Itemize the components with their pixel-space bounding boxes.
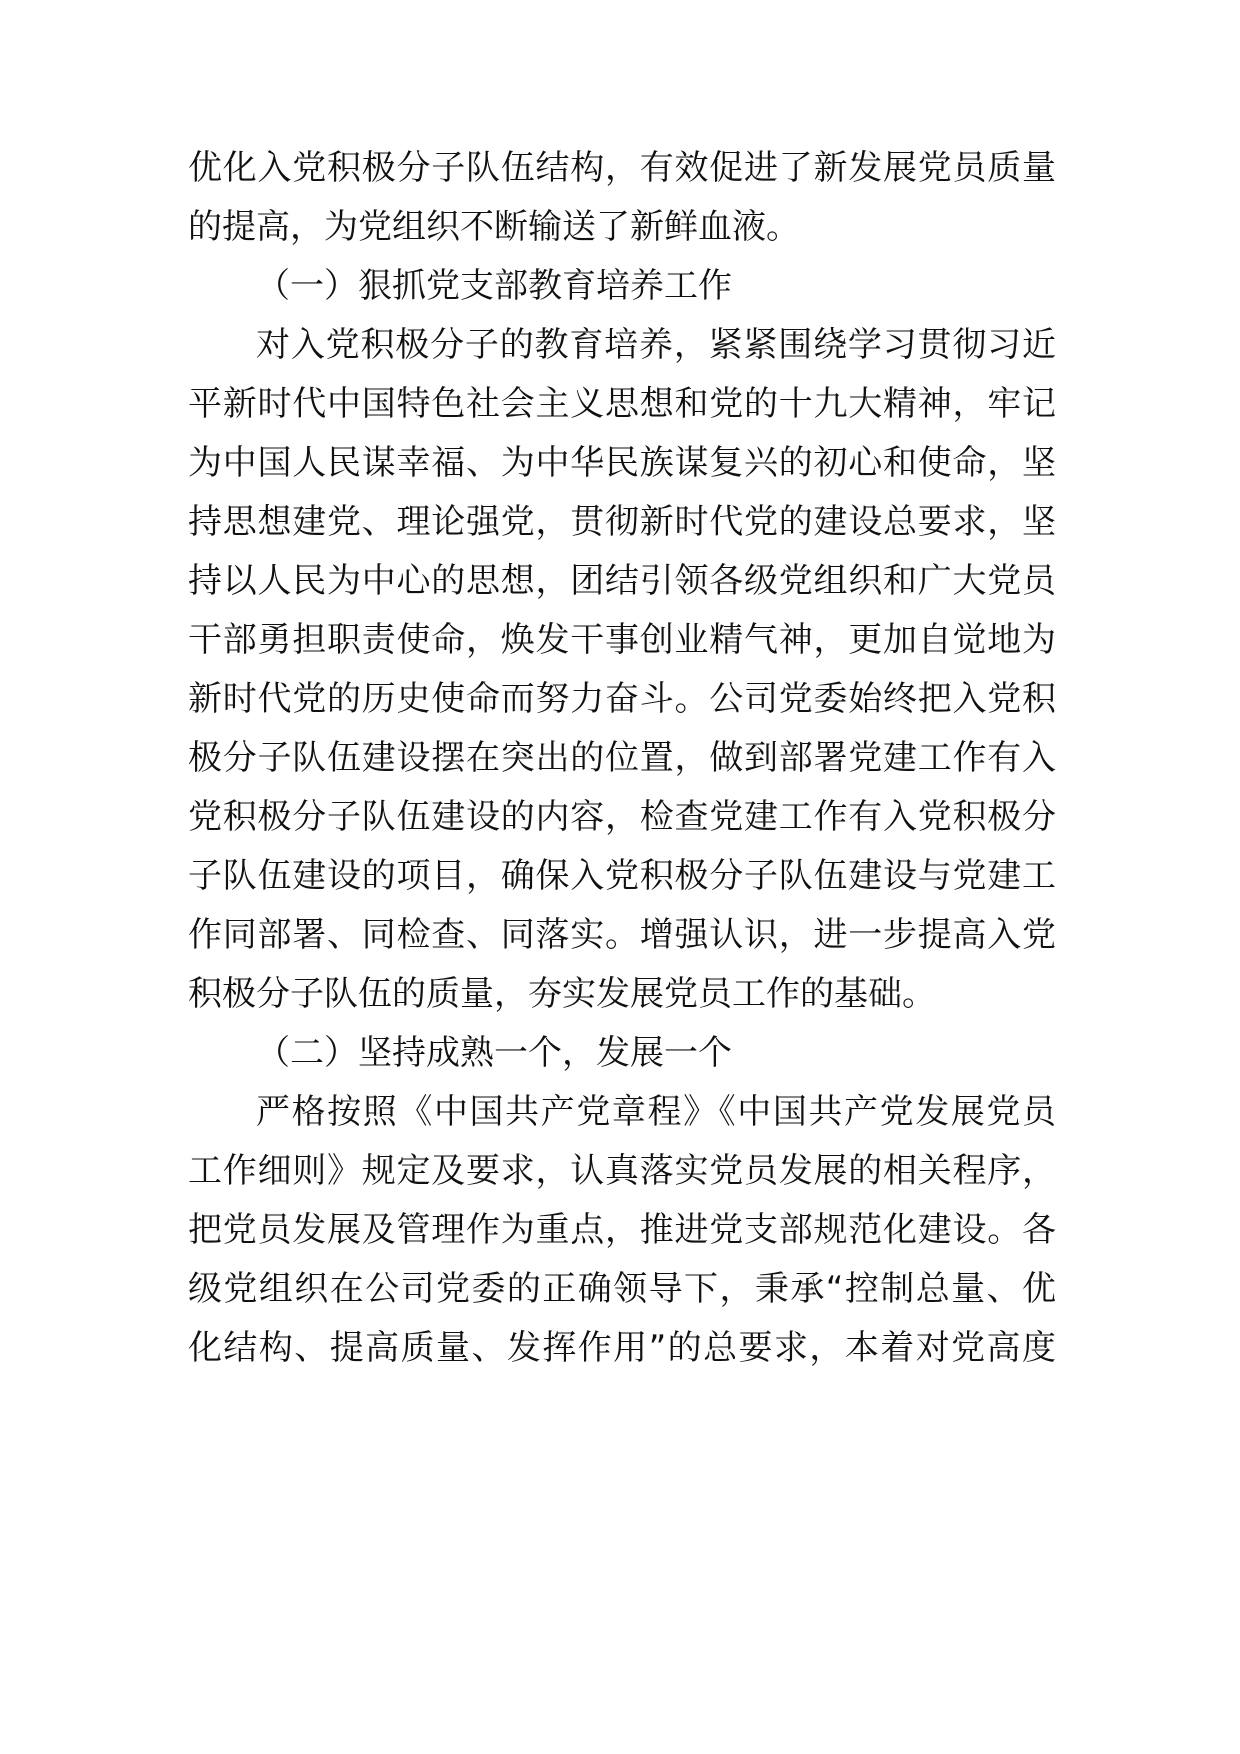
body-line: 工作细则》规定及要求，认真落实党员发展的相关程序， bbox=[188, 1151, 1056, 1191]
body-line: 干部勇担职责使命，焕发干事创业精气神，更加自觉地为 bbox=[188, 620, 1056, 660]
body-line: 化结构、提高质量、发挥作用”的总要求，本着对党高度 bbox=[188, 1328, 1056, 1368]
body-line: 级党组织在公司党委的正确领导下，秉承“控制总量、优 bbox=[188, 1269, 1056, 1309]
body-line: 作同部署、同检查、同落实。增强认识，进一步提高入党 bbox=[188, 915, 1056, 955]
body-line: 积极分子队伍的质量，夯实发展党员工作的基础。 bbox=[188, 974, 936, 1014]
body-line: 为中国人民谋幸福、为中华民族谋复兴的初心和使命，坚 bbox=[188, 443, 1056, 483]
paragraph-first-line: 严格按照《中国共产党章程》《中国共产党发展党员 bbox=[256, 1092, 1056, 1132]
section-heading: （一）狠抓党支部教育培养工作 bbox=[256, 266, 732, 306]
body-line: 平新时代中国特色社会主义思想和党的十九大精神，牢记 bbox=[188, 384, 1056, 424]
section-heading: （二）坚持成熟一个，发展一个 bbox=[256, 1033, 732, 1073]
body-line: 持以人民为中心的思想，团结引领各级党组织和广大党员 bbox=[188, 561, 1056, 601]
paragraph-first-line: 对入党积极分子的教育培养，紧紧围绕学习贯彻习近 bbox=[256, 325, 1056, 365]
body-line: 新时代党的历史使命而努力奋斗。公司党委始终把入党积 bbox=[188, 679, 1056, 719]
body-line: 党积极分子队伍建设的内容，检查党建工作有入党积极分 bbox=[188, 797, 1056, 837]
body-line: 持思想建党、理论强党，贯彻新时代党的建设总要求，坚 bbox=[188, 502, 1056, 542]
body-line: 的提高，为党组织不断输送了新鲜血液。 bbox=[188, 207, 800, 247]
body-line: 把党员发展及管理作为重点，推进党支部规范化建设。各 bbox=[188, 1210, 1056, 1250]
body-line: 极分子队伍建设摆在突出的位置，做到部署党建工作有入 bbox=[188, 738, 1056, 778]
body-line: 子队伍建设的项目，确保入党积极分子队伍建设与党建工 bbox=[188, 856, 1056, 896]
body-line: 优化入党积极分子队伍结构，有效促进了新发展党员质量 bbox=[188, 148, 1056, 188]
